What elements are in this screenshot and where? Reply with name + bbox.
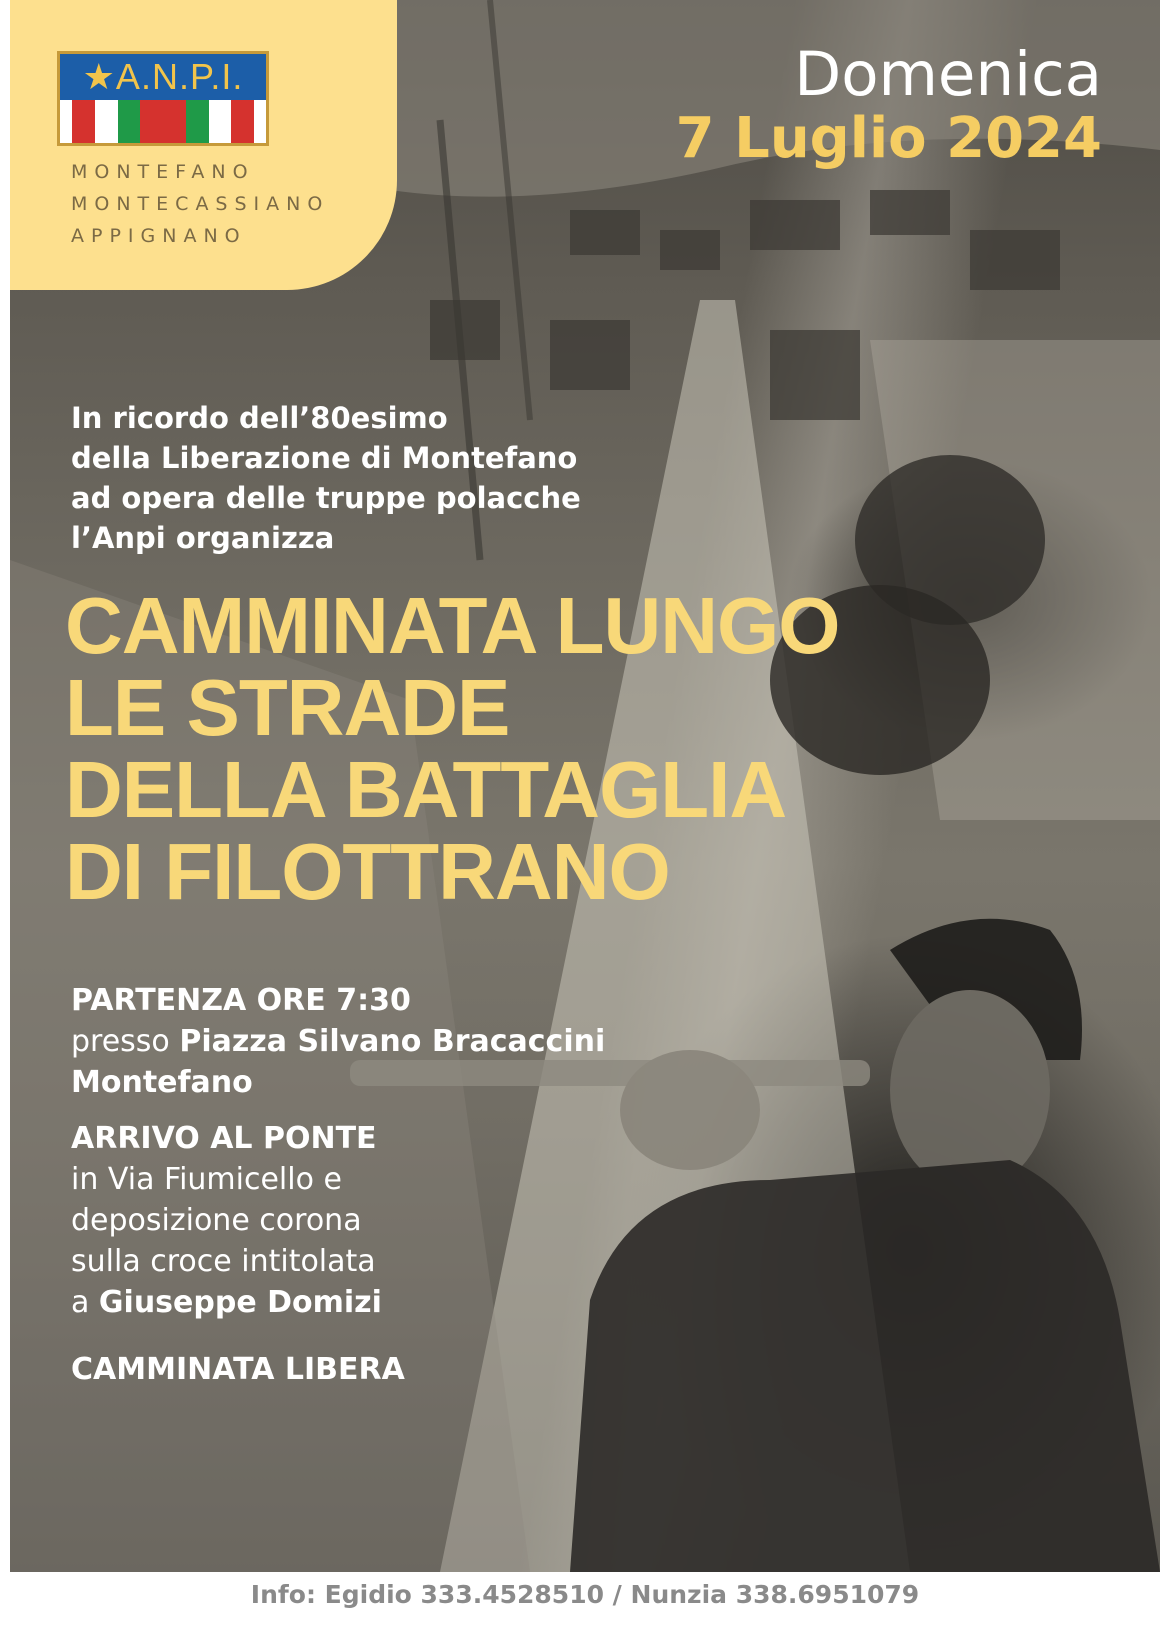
arrival-line: sulla croce intitolata: [71, 1244, 376, 1279]
departure-place: Piazza Silvano Bracaccini: [179, 1024, 606, 1059]
title-line: DELLA BATTAGLIA: [65, 745, 787, 834]
town-name: MONTECASSIANO: [71, 193, 330, 215]
right-margin: [1160, 0, 1170, 1572]
event-poster: [10, 0, 1160, 1572]
anpi-logo: [57, 51, 269, 146]
header-card: [10, 0, 397, 290]
arrival-dedication: [71, 1282, 605, 1323]
departure-location: [71, 1021, 605, 1062]
departure-heading: PARTENZA ORE 7:30: [71, 983, 411, 1018]
arrival-line: in Via Fiumicello e: [71, 1162, 342, 1197]
event-title: [65, 581, 840, 916]
title-line: DI FILOTTRANO: [65, 827, 670, 916]
intro-line: In ricordo dell’80esimo: [71, 401, 448, 435]
departure-town: Montefano: [71, 1065, 253, 1100]
free-walk-label: CAMMINATA LIBERA: [71, 1352, 405, 1387]
date-date: 7 Luglio 2024: [675, 106, 1102, 171]
logo-text: ★A.N.P.I.: [60, 54, 266, 100]
arrival-line: deposizione corona: [71, 1203, 362, 1238]
intro-line: ad opera delle truppe polacche: [71, 481, 581, 515]
intro-line: della Liberazione di Montefano: [71, 441, 578, 475]
title-line: CAMMINATA LUNGO: [65, 581, 840, 670]
flag-stripes: [60, 100, 266, 143]
intro-text: [71, 398, 581, 558]
event-date: [675, 39, 1102, 171]
date-day: Domenica: [794, 39, 1102, 110]
title-line: LE STRADE: [65, 663, 510, 752]
arrival-heading: ARRIVO AL PONTE: [71, 1121, 377, 1156]
town-name: APPIGNANO: [71, 225, 247, 247]
left-margin: [0, 0, 10, 1572]
arrival-prefix: a: [71, 1285, 99, 1320]
dedication-name: Giuseppe Domizi: [98, 1285, 382, 1320]
event-details: [71, 980, 605, 1390]
towns-list: [71, 156, 329, 252]
intro-line: l’Anpi organizza: [71, 521, 335, 555]
contact-info: Info: Egidio 333.4528510 / Nunzia 338.6951079: [250, 1580, 920, 1609]
departure-prefix: presso: [71, 1024, 180, 1059]
town-name: MONTEFANO: [71, 161, 255, 183]
